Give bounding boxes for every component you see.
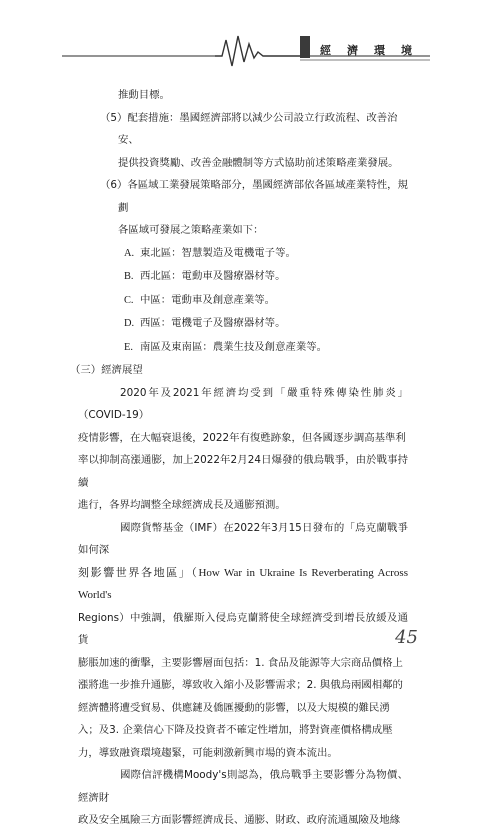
region-text: 西區：電機電子及醫療器材等。	[140, 317, 286, 329]
region-text: 中區：電動車及創意產業等。	[140, 293, 276, 306]
paragraph-line: 漲將進一步推升通膨，導致收入縮小及影響需求；2. 與俄烏兩國相鄰的	[78, 679, 403, 691]
region-item	[78, 336, 408, 360]
paragraph-line: 政及安全風險三方面影響經濟成長、通膨、財政、政府流通風險及地緣	[78, 814, 401, 826]
header-pulse-line-icon	[0, 0, 480, 70]
text-line: 推動目標。	[118, 89, 170, 101]
region-marker: A.	[124, 247, 135, 259]
section-label: 經濟環境	[320, 44, 428, 57]
region-text: 南區及東南區：農業生技及創意產業等。	[140, 340, 328, 353]
list-item-6: （6）各區域工業發展策略部分，墨國經濟部依各區域產業特性，規劃	[100, 179, 408, 214]
paragraph-line: 膨脹加速的衝擊，主要影響層面包括：1. 食品及能源等大宗商品價格上	[78, 656, 403, 669]
paragraph-line: 國際貨幣基金（IMF）在2022年3月15日發布的「烏克蘭戰爭如何深	[78, 521, 408, 556]
region-item	[78, 289, 408, 313]
text-line: 提供投資獎勵、改善金融體制等方式協助前述策略產業發展。	[118, 156, 399, 169]
paragraph-line: 率以抑制高漲通膨，加上2022年2月24日爆發的俄烏戰爭，由於戰事持續	[78, 454, 408, 489]
paragraph-line: 進行，各界均調整全球經濟成長及通膨預測。	[78, 499, 286, 511]
paragraph-line: 經濟體將遭受貿易、供應鏈及僑匯擾動的影響，以及大規模的難民湧	[78, 701, 390, 714]
region-marker: E.	[124, 341, 133, 353]
page-body	[70, 84, 408, 832]
region-marker: C.	[124, 294, 134, 306]
list-item-5: （5）配套措施：墨國經濟部將以減少公司設立行政流程、改善治安、	[100, 111, 398, 146]
paragraph-line: 疫情影響，在大幅衰退後，2022年有復甦跡象，但各國逐步調高基準利	[78, 431, 406, 444]
paragraph-line: 國際信評機構Moody's則認為，俄烏戰爭主要影響分為物價、經濟財	[78, 769, 408, 804]
region-item	[78, 242, 408, 266]
region-item	[78, 312, 408, 336]
page-number: 45	[395, 627, 418, 648]
page-header	[0, 0, 480, 70]
region-marker: D.	[124, 318, 135, 329]
region-item	[78, 265, 408, 289]
region-text: 東北區：智慧製造及電機電子等。	[140, 246, 296, 259]
paragraph-line: Regions）中強調，俄羅斯入侵烏克蘭將使全球經濟受到增長放緩及通貨	[78, 611, 408, 646]
paragraph-line: 入；及3. 企業信心下降及投資者不確定性增加，將對資產價格構成壓	[78, 724, 393, 736]
region-text: 西北區：電動車及醫療器材等。	[140, 270, 286, 282]
text-line: 各區域可發展之策略產業如下：	[118, 224, 264, 236]
section-heading: （三）經濟展望	[70, 364, 143, 376]
paragraph-line: 刻影響世界各地區」（How War in Ukraine Is Reverberating Across World's	[78, 566, 408, 601]
region-marker: B.	[124, 271, 134, 282]
paragraph-line: 力，導致融資環境趨緊，可能刺激新興市場的資本流出。	[78, 746, 338, 759]
paragraph-line: 2020年及2021年經濟均受到「嚴重特殊傳染性肺炎」（COVID-19）	[78, 386, 408, 421]
